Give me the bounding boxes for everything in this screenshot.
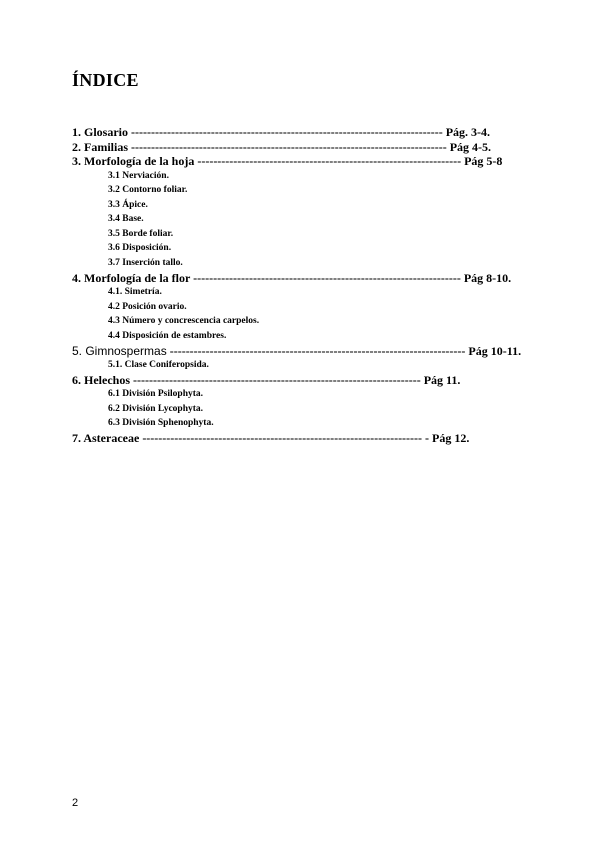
toc-subentry[interactable]: 6.2 División Lycophyta.: [108, 403, 204, 414]
toc-entry-title: 6. Helechos: [72, 372, 130, 387]
toc-subentry[interactable]: 3.2 Contorno foliar.: [108, 185, 188, 196]
toc-subentry[interactable]: 3.4 Base.: [108, 214, 144, 225]
toc-entry-title: 4. Morfología de la flor: [72, 270, 191, 285]
toc-entry-page: Pág 8-10.: [463, 270, 512, 285]
toc-subentry[interactable]: 3.3 Ápice.: [108, 199, 148, 210]
toc-entry-page: Pág 10-11.: [468, 343, 522, 358]
toc-subentry[interactable]: 3.1 Nerviación.: [108, 170, 169, 181]
toc-entry-glosario[interactable]: [72, 125, 532, 140]
toc-entry-title: 3. Morfología de la hoja: [72, 154, 195, 168]
toc-subentry[interactable]: 4.4 Disposición de estambres.: [108, 330, 227, 341]
toc-leader: ---------------------------------------------------------------------- -: [139, 430, 433, 445]
toc-leader: ------------------------------------------------------------------------: [130, 372, 424, 387]
toc-leader: -------------------------------------------------------------------: [190, 270, 464, 285]
toc-leader: --------------------------------------------------------------------------: [166, 343, 469, 358]
toc-subentry[interactable]: 6.3 División Sphenophyta.: [108, 418, 214, 429]
toc-subentry[interactable]: 4.3 Número y concrescencia carpelos.: [108, 316, 260, 327]
toc-entry-title: 1. Glosario: [72, 125, 128, 139]
toc-entry-gimnospermas[interactable]: [72, 344, 532, 359]
toc-subentry[interactable]: 3.7 Inserción tallo.: [108, 258, 183, 269]
toc-leader: ------------------------------------------------------------------: [194, 154, 465, 168]
toc-entry-morfologia-hoja[interactable]: [72, 154, 532, 169]
toc-entry-page: Pág 11.: [423, 372, 461, 387]
toc-entry-page: Pág 4-5.: [449, 139, 492, 154]
page-number: 2: [72, 797, 79, 809]
toc-entry-title: 7. Asteraceae: [72, 430, 140, 445]
toc-subentry[interactable]: 6.1 División Psilophyta.: [108, 389, 204, 400]
toc-subentry[interactable]: 3.6 Disposición.: [108, 243, 172, 254]
toc-leader: ------------------------------------------------------------------------------: [128, 125, 446, 139]
toc-entry-page: Pág 5-8: [464, 154, 503, 168]
toc-entry-title: 5. Gimnospermas: [72, 343, 167, 358]
toc-subentry[interactable]: 4.2 Posición ovario.: [108, 301, 187, 312]
toc-entry-asteraceae[interactable]: [72, 431, 532, 446]
table-of-contents: [72, 125, 532, 445]
toc-leader: -------------------------------------------------------------------------------: [128, 139, 450, 154]
toc-subentry[interactable]: 3.5 Borde foliar.: [108, 228, 174, 239]
toc-entry-page: Pág. 3-4.: [445, 125, 491, 139]
toc-entry-morfologia-flor[interactable]: [72, 271, 532, 286]
toc-entry-helechos[interactable]: [72, 373, 532, 388]
page-title: ÍNDICE: [72, 70, 139, 90]
toc-entry-title: 2. Familias: [72, 139, 128, 154]
toc-subentry[interactable]: 5.1. Clase Coniferopsida.: [108, 360, 209, 371]
toc-entry-familias[interactable]: [72, 140, 532, 155]
toc-entry-page: Pág 12.: [432, 430, 470, 445]
toc-subentry[interactable]: 4.1. Simetría.: [108, 287, 162, 298]
